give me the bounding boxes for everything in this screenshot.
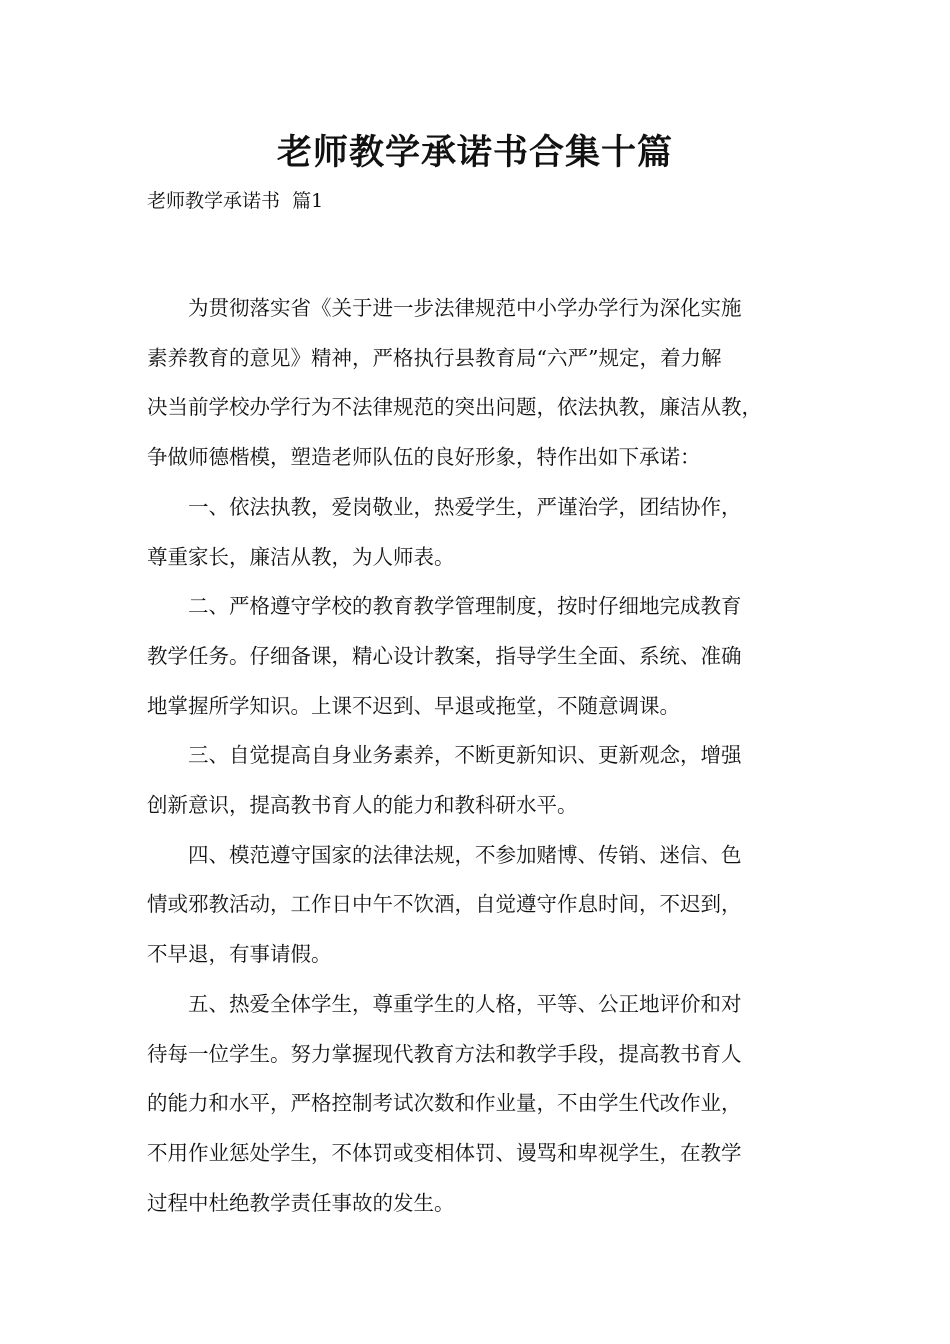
text-line: 不用作业惩处学生，不体罚或变相体罚、谩骂和卑视学生，在教学 (147, 1140, 742, 1165)
paragraph-intro (147, 284, 837, 483)
text-line: 创新意识，提高教书育人的能力和教科研水平。 (147, 793, 578, 818)
text-line: 不早退，有事请假。 (147, 942, 332, 967)
text-line: 过程中杜绝教学责任事故的发生。 (147, 1190, 455, 1215)
paragraph-item-1 (147, 483, 837, 582)
text-line: 情或邪教活动，工作日中午不饮酒，自觉遵守作息时间，不迟到， (147, 892, 742, 917)
text-line: 尊重家长，廉洁从教，为人师表。 (147, 544, 455, 569)
paragraph-item-3 (147, 731, 837, 830)
section-heading: 老师教学承诺书 篇1 (147, 190, 324, 212)
text-line: 的能力和水平，严格控制考试次数和作业量，不由学生代改作业， (147, 1091, 742, 1116)
text-line: 待每一位学生。努力掌握现代教育方法和教学手段，提高教书育人 (147, 1041, 742, 1066)
text-line: 四、模范遵守国家的法律法规，不参加赌博、传销、迷信、色 (188, 842, 742, 867)
text-line: 素养教育的意见》精神，严格执行县教育局“六严”规定，着力解 (147, 345, 722, 370)
paragraph-item-4 (147, 831, 837, 980)
document-title: 老师教学承诺书合集十篇 (276, 133, 673, 173)
text-line: 一、依法执教，爱岗敬业，热爱学生，严谨治学，团结协作， (188, 494, 742, 519)
text-line: 争做师德楷模，塑造老师队伍的良好形象，特作出如下承诺： (147, 445, 701, 470)
text-line: 三、自觉提高自身业务素养，不断更新知识、更新观念，增强 (188, 743, 742, 768)
text-line: 为贯彻落实省《关于进一步法律规范中小学办学行为深化实施 (188, 296, 742, 320)
text-line: 五、热爱全体学生，尊重学生的人格，平等、公正地评价和对 (188, 991, 742, 1016)
paragraph-item-2 (147, 582, 837, 731)
text-line: 地掌握所学知识。上课不迟到、早退或拖堂，不随意调课。 (147, 693, 680, 718)
document-body (147, 284, 837, 1228)
text-line: 决当前学校办学行为不法律规范的突出问题，依法执教，廉洁从教， (147, 395, 762, 420)
paragraph-item-5 (147, 980, 837, 1229)
text-line: 二、严格遵守学校的教育教学管理制度，按时仔细地完成教育 (188, 594, 742, 619)
text-line: 教学任务。仔细备课，精心设计教案，指导学生全面、系统、准确 (147, 643, 742, 668)
